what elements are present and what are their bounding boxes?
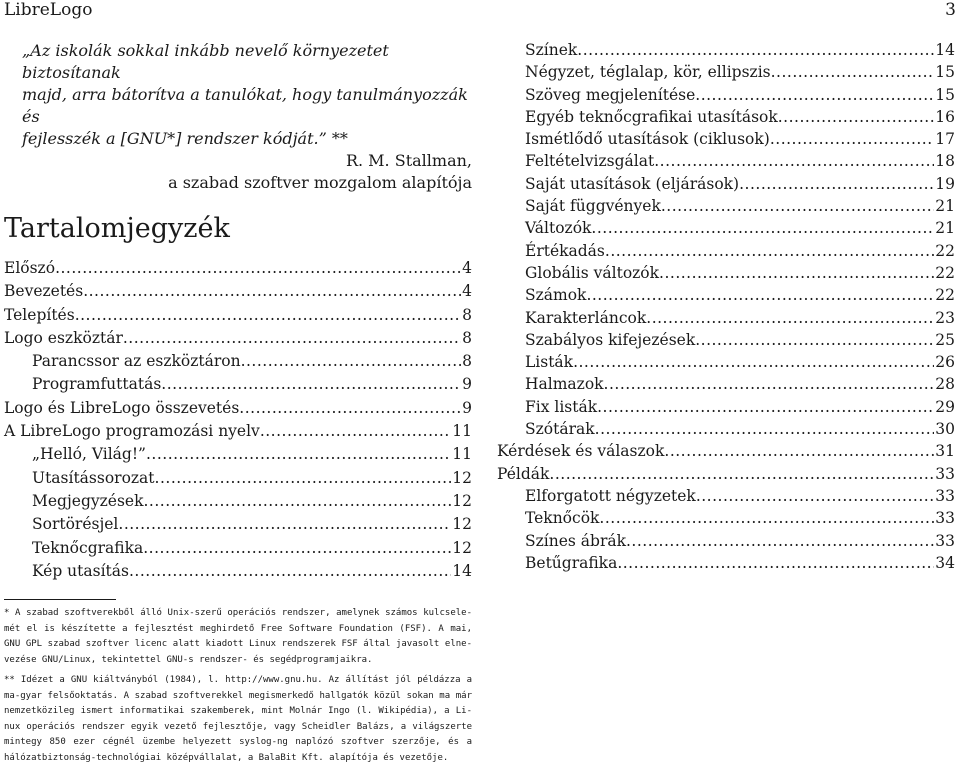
toc-entry-title: Teknőcgrafika: [32, 538, 144, 557]
toc-entry-page: 16: [935, 107, 955, 126]
toc-leader-dots: [577, 41, 934, 59]
toc-leader-dots: [591, 219, 934, 237]
toc-entry[interactable]: [497, 465, 955, 487]
toc-entry-title: Színek: [525, 41, 578, 59]
toc-entry[interactable]: [4, 329, 472, 352]
toc-entry-title: Saját függvények: [525, 197, 661, 216]
toc-entry[interactable]: [497, 152, 955, 174]
toc-leader-dots: [599, 509, 934, 527]
footnote: ** Idézet a GNU kiáltványból (1984), l. http://www.gnu.hu. Az állítást jól példázza a ma-gyar felsőoktatás. A szabad szoftverekkel megismerkedő hallgatók közül sokan ma már nemzetközileg ismert informatikai szakemberek, mint Molnár Ingo (l. Wikipédia), a Li-nux operációs rendszer egyik vezető fejlesztője, vagy Scheidler Balázs, a világszerte mintegy 850 ezer cégnél üzembe helyezett syslog-ng naplózó szoftver szerzője, és a hálózatbiztonság-technológiai középvállalat, a BalaBit Kft. alapítója és vezetője.: [4, 675, 472, 763]
toc-entry-title: Betűgrafika: [525, 553, 618, 572]
toc-entry-title: Változók: [525, 219, 592, 238]
toc-entry-title: Előszó: [4, 259, 56, 277]
toc-entry-page: 12: [452, 468, 472, 487]
toc-leader-dots: [617, 554, 934, 572]
toc-entry[interactable]: [4, 562, 472, 585]
toc-leader-dots: [695, 86, 934, 104]
toc-entry[interactable]: [497, 353, 955, 375]
toc-entry-page: 22: [935, 286, 955, 305]
footnote-rule: [4, 599, 116, 600]
toc-entry-title: Feltételvizsgálat: [525, 152, 655, 171]
toc-entry-page: 31: [935, 442, 955, 461]
toc-leader-dots: [604, 375, 935, 393]
toc-entry[interactable]: [497, 41, 955, 63]
toc-leader-dots: [595, 420, 935, 438]
toc-leader-dots: [75, 306, 461, 324]
toc-entry-page: 9: [462, 375, 472, 394]
toc-entry-page: 29: [935, 397, 955, 416]
toc-entry-page: 23: [935, 308, 955, 327]
toc-entry-title: Halmazok: [525, 375, 604, 394]
toc-entry-page: 15: [935, 85, 955, 104]
toc-entry-title: Ismétlődő utasítások (ciklusok): [525, 130, 770, 149]
toc-entry-page: 22: [935, 241, 955, 260]
toc-entry-title: Karakterláncok: [525, 308, 647, 327]
toc-entry-title: Megjegyzések: [32, 491, 144, 510]
toc-entry-page: 21: [935, 219, 955, 238]
toc-entry-page: 34: [935, 553, 955, 572]
toc-entry-title: Listák: [525, 353, 574, 372]
toc-entry[interactable]: [4, 539, 472, 562]
toc-leader-dots: [573, 353, 934, 371]
toc-entry[interactable]: [497, 264, 955, 286]
toc-entry-page: 12: [452, 538, 472, 557]
toc-entry-page: 14: [935, 41, 955, 59]
left-column: [4, 40, 472, 766]
toc-entry-title: Szótárak: [525, 420, 595, 439]
toc-entry-title: Teknőcök: [525, 509, 600, 528]
toc-entry-page: 33: [935, 531, 955, 550]
toc-leader-dots: [143, 492, 451, 510]
toc-leader-dots: [664, 442, 934, 460]
toc-leader-dots: [695, 331, 934, 349]
right-column: [497, 41, 955, 576]
toc-entry-title: Színes ábrák: [525, 531, 626, 550]
toc-entry[interactable]: [4, 375, 472, 398]
toc-entry[interactable]: [4, 352, 472, 375]
toc-leader-dots: [696, 487, 934, 505]
toc-entry[interactable]: [4, 282, 472, 305]
toc-entry[interactable]: [497, 286, 955, 308]
toc-entry[interactable]: [497, 309, 955, 331]
toc-entry-title: Értékadás: [525, 241, 605, 260]
toc-left-list: [4, 259, 472, 585]
toc-leader-dots: [626, 532, 934, 550]
toc-entry-title: Kép utasítás: [32, 561, 129, 580]
toc-entry[interactable]: [497, 130, 955, 152]
toc-entry[interactable]: [4, 306, 472, 329]
toc-entry-title: Telepítés: [4, 305, 75, 324]
toc-leader-dots: [597, 398, 934, 416]
toc-leader-dots: [586, 286, 934, 304]
toc-entry[interactable]: [4, 445, 472, 468]
epigraph: [4, 40, 472, 150]
page-number: 3: [945, 0, 956, 20]
toc-entry-page: 8: [462, 352, 472, 371]
toc-entry-page: 33: [935, 464, 955, 483]
toc-leader-dots: [659, 264, 934, 282]
toc-leader-dots: [661, 197, 934, 215]
toc-entry[interactable]: [497, 242, 955, 264]
toc-entry[interactable]: [497, 108, 955, 130]
toc-leader-dots: [146, 445, 451, 463]
toc-entry[interactable]: [497, 509, 955, 531]
toc-entry-page: 15: [935, 63, 955, 82]
epigraph-line: fejlesszék a [GNU*] rendszer kódját.” **: [22, 129, 348, 148]
toc-entry-title: Logo eszköztár: [4, 328, 123, 347]
toc-entry-page: 26: [935, 353, 955, 372]
toc-entry[interactable]: [497, 487, 955, 509]
toc-entry-page: 9: [462, 398, 472, 417]
toc-entry-title: A LibreLogo programozási nyelv: [4, 422, 260, 441]
toc-entry[interactable]: [497, 175, 955, 197]
toc-entry-page: 33: [935, 486, 955, 505]
toc-entry-page: 22: [935, 263, 955, 282]
page-header: [4, 0, 956, 24]
toc-entry-title: Sortörésjel: [32, 515, 119, 534]
toc-entry-page: 19: [935, 174, 955, 193]
toc-leader-dots: [118, 515, 451, 533]
toc-entry-page: 11: [452, 422, 472, 441]
toc-entry-title: Saját utasítások (eljárások): [525, 174, 740, 193]
toc-entry-page: 14: [452, 561, 472, 580]
toc-entry[interactable]: [4, 515, 472, 538]
toc-entry-title: Globális változók: [525, 263, 660, 282]
toc-leader-dots: [654, 152, 934, 170]
toc-entry-title: Utasítássorozat: [32, 468, 155, 487]
toc-entry-title: Példák: [497, 464, 550, 483]
toc-entry[interactable]: [497, 197, 955, 219]
toc-leader-dots: [739, 175, 934, 193]
toc-entry-title: Bevezetés: [4, 282, 84, 301]
toc-entry-title: Logo és LibreLogo összevetés: [4, 398, 240, 417]
running-title: LibreLogo: [4, 0, 93, 20]
toc-entry-title: Parancssor az eszköztáron: [32, 352, 241, 371]
toc-entry-page: 25: [935, 330, 955, 349]
toc-entry-page: 11: [452, 445, 472, 464]
toc-entry-title: Négyzet, téglalap, kör, ellipszis: [525, 63, 771, 82]
toc-entry[interactable]: [4, 469, 472, 492]
toc-leader-dots: [770, 130, 934, 148]
toc-leader-dots: [161, 375, 461, 393]
toc-entry-page: 28: [935, 375, 955, 394]
toc-entry[interactable]: [4, 259, 472, 282]
attribution-author: R. M. Stallman,: [345, 151, 472, 170]
toc-leader-dots: [55, 259, 461, 277]
toc-leader-dots: [646, 309, 934, 327]
toc-title: Tartalomjegyzék: [4, 213, 230, 244]
toc-leader-dots: [241, 352, 462, 370]
toc-entry[interactable]: [497, 442, 955, 464]
epigraph-line: „Az iskolák sokkal inkább nevelő környezetet biztosítanak: [22, 41, 389, 82]
toc-entry-title: Szabályos kifejezések: [525, 330, 696, 349]
toc-entry-title: „Helló, Világ!”: [32, 445, 146, 464]
toc-entry-page: 30: [935, 420, 955, 439]
footnote: * A szabad szoftverekből álló Unix-szerű operációs rendszer, amelynek számos kulcsele-mét el is készítette a fejlesztést meghirdető Free Software Foundation (FSF). A mai, GNU GPL szabad szoftver licenc alatt kiadott Linux rendszerek FSF által javasolt elne-vezése GNU/Linux, tekintettel GNU-s rendszer- és segédprogramjaikra.: [4, 608, 472, 665]
toc-entry-page: 33: [935, 509, 955, 528]
toc-entry[interactable]: [497, 63, 955, 85]
toc-entry-title: Egyéb teknőcgrafikai utasítások: [525, 107, 778, 126]
toc-entry[interactable]: [4, 492, 472, 515]
toc-entry[interactable]: [497, 532, 955, 554]
toc-entry-page: 12: [452, 515, 472, 534]
toc-entry-page: 18: [935, 152, 955, 171]
toc-entry-title: Elforgatott négyzetek: [525, 486, 696, 505]
toc-entry[interactable]: [497, 398, 955, 420]
toc-entry-page: 4: [462, 259, 472, 277]
toc-entry-page: 17: [935, 130, 955, 149]
toc-entry-title: Kérdések és válaszok: [497, 442, 665, 461]
toc-leader-dots: [239, 399, 461, 417]
toc-entry-title: Fix listák: [525, 397, 598, 416]
attribution-role: a szabad szoftver mozgalom alapítója: [168, 173, 472, 192]
toc-entry-title: Számok: [525, 286, 587, 305]
epigraph-line: majd, arra bátorítva a tanulókat, hogy tanulmányozzák és: [22, 85, 468, 126]
epigraph-attribution: [4, 150, 472, 194]
toc-leader-dots: [260, 422, 451, 440]
toc-entry[interactable]: [497, 420, 955, 442]
toc-leader-dots: [771, 63, 935, 81]
toc-entry-page: 8: [462, 328, 472, 347]
toc-leader-dots: [143, 539, 451, 557]
toc-leader-dots: [129, 562, 451, 580]
toc-leader-dots: [549, 465, 934, 483]
toc-entry-page: 12: [452, 491, 472, 510]
toc-entry-page: 4: [462, 282, 472, 301]
toc-entry[interactable]: [497, 375, 955, 397]
toc-entry[interactable]: [497, 554, 955, 576]
toc-leader-dots: [83, 282, 461, 300]
toc-leader-dots: [778, 108, 935, 126]
toc-entry[interactable]: [4, 422, 472, 445]
toc-entry-title: Szöveg megjelenítése: [525, 85, 696, 104]
toc-entry-title: Programfuttatás: [32, 375, 162, 394]
toc-entry[interactable]: [4, 399, 472, 422]
toc-leader-dots: [123, 329, 461, 347]
toc-entry[interactable]: [497, 86, 955, 108]
toc-leader-dots: [605, 242, 934, 260]
toc-entry-page: 21: [935, 197, 955, 216]
toc-leader-dots: [155, 469, 452, 487]
toc-right-list: [497, 41, 955, 576]
toc-entry-page: 8: [462, 305, 472, 324]
toc-entry[interactable]: [497, 219, 955, 241]
toc-entry[interactable]: [497, 331, 955, 353]
